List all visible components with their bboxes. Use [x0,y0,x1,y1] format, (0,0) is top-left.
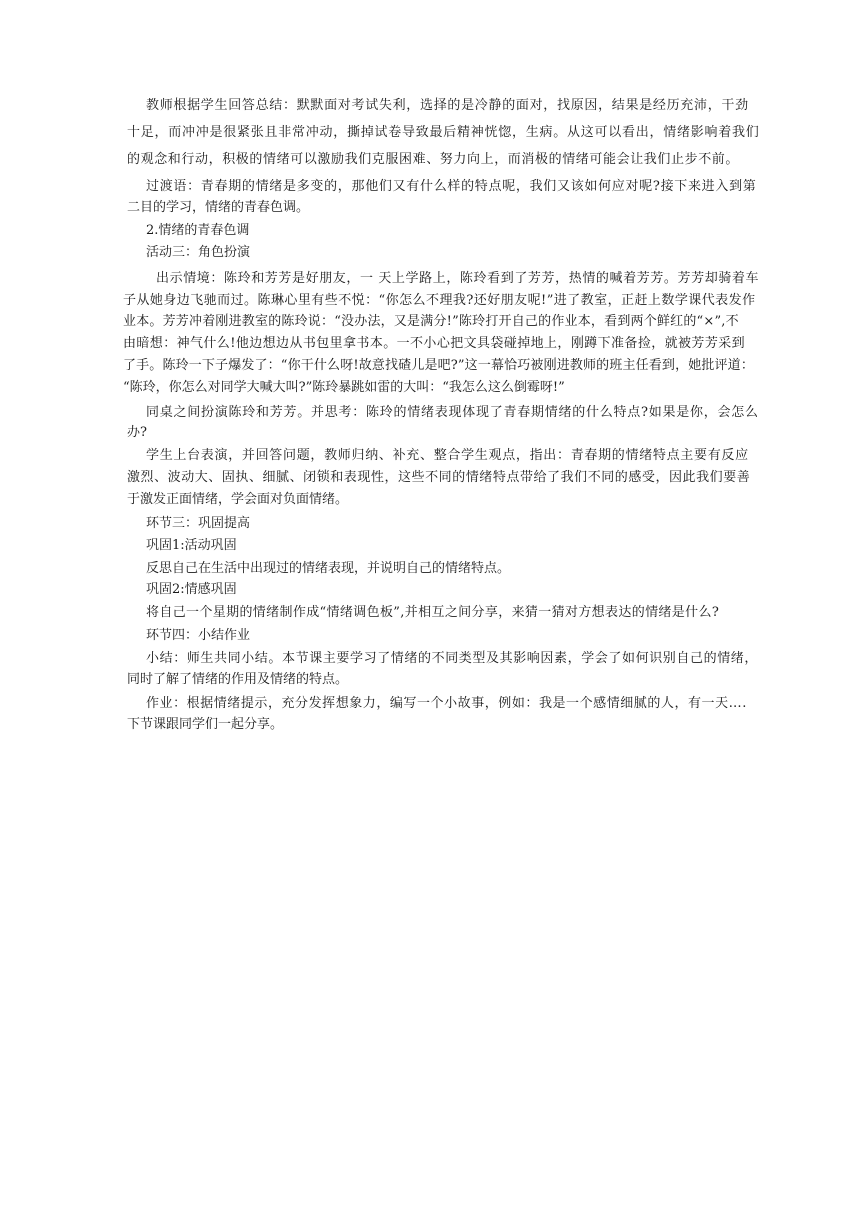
section-heading: 2.情绪的青春色调 [146,223,250,238]
section-heading: 环节四：小结作业 [146,628,251,643]
section-heading: 环节三：巩固提高 [146,516,251,531]
text-line: 十足，而冲冲是很紧张且非常冲动，撕掉试卷导致最后精神恍惚，生病。从这可以看出，情绪影响着我们 [127,125,760,140]
text-line: 学生上台表演，并回答问题，教师归纳、补充、整合学生观点，指出：青春期的情绪特点主要有反应 [146,448,749,463]
text-line: 由暗想：神气什么!他边想边从书包里拿书本。一不小心把文具袋碰掉地上，刚蹲下准备捡，就被芳芳采到 [123,336,746,351]
text-line: 同桌之间扮演陈玲和芳芳。并思考：陈玲的情绪表现体现了青春期情绪的什么特点?如果是你，会怎么 [146,405,759,420]
text-line: 小结：师生共同小结。本节课主要学习了情绪的不同类型及其影响因素，学会了如何识别自己的情绪， [146,651,759,666]
text-line: 二目的学习，情绪的青春色调。 [127,200,310,215]
text-line: 教师根据学生回答总结：默默面对考试失利，选择的是冷静的面对，找原因，结果是经历充沛，干劲 [146,98,749,113]
text-line: 出示情境：陈玲和芳芳是好朋友，一 天上学路上，陈玲看到了芳芳，热情的喊着芳芳。芳芳却骑着车 [156,271,760,286]
text-line: 的观念和行动，积极的情绪可以激励我们克服困难、努力向上，而消极的情绪可能会让我们止步不前。 [127,152,740,167]
text-line: 反思自己在生活中出现过的情绪表现，并说明自己的情绪特点。 [146,561,511,576]
text-line: 子从她身边飞驰而过。陈琳心里有些不悦：“你怎么不理我?还好朋友呢!”进了教室，正赶上数学课代表发作 [123,293,756,308]
text-line: 过渡语：青春期的情绪是多变的，那他们又有什么样的特点呢，我们又该如何应对呢?接下来进入到第 [146,179,757,194]
text-line: 于激发正面情绪，学会面对负面情绪。 [127,492,349,507]
text-line: 作业：根据情绪提示，充分发挥想象力，编写一个小故事，例如：我是一个感情细腻的人，有一天…. [146,696,747,711]
text-line: 将自己一个星期的情绪制作成“情绪调色板”,并相互之间分享，来猜一猜对方想表达的情绪是什么? [146,605,720,620]
sub-heading: 巩固1:活动巩固 [146,538,237,553]
text-line: 激烈、波动大、固执、细腻、闭锁和表现性，这些不同的情绪特点带给了我们不同的感受，因此我们要善 [127,470,751,485]
text-line: 下节课跟同学们一起分享。 [127,717,284,732]
text-line: 办? [127,425,147,440]
sub-heading: 巩固2:情感巩固 [146,582,237,597]
activity-heading: 活动三：角色扮演 [146,245,251,260]
text-line: 同时了解了情绪的作用及情绪的特点。 [127,672,349,687]
text-line: 业本。芳芳冲着刚进教室的陈玲说：“没办法，又是满分!”陈玲打开自己的作业本，看到两个鲜红的“×”,不 [123,314,739,329]
text-line: “陈玲，你怎么对同学大喊大叫?”陈玲暴跳如雷的大叫：“我怎么这么倒霉呀!” [123,380,565,395]
text-line: 了手。陈玲一下子爆发了：“你干什么呀!故意找碴儿是吧?”这一幕恰巧被刚进教师的班主任看到，她批评道： [123,358,754,373]
